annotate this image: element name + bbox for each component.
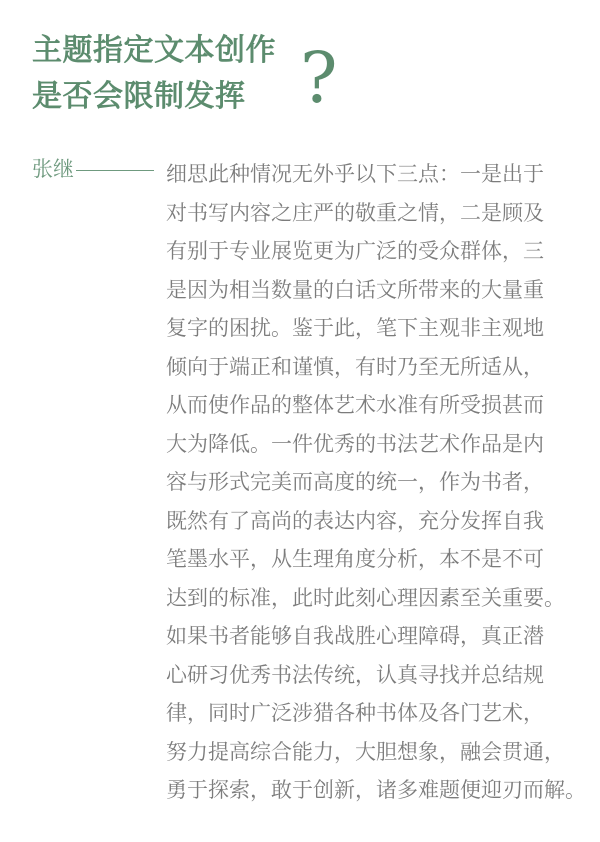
body-line: 达到的标准，此时此刻心理因素至关重要。 (166, 585, 565, 610)
question-mark-glyph: ? (300, 37, 338, 119)
body-line: 倾向于端正和谨慎，有时乃至无所适从， (166, 354, 544, 379)
author-name: 张继 (32, 157, 74, 181)
body-line: 容与形式完美而高度的统一，作为书者， (166, 470, 544, 494)
author-dash-divider (76, 170, 154, 171)
title-line-1: 主题指定文本创作 (32, 33, 276, 68)
body-line: 心研习优秀书法传统，认真寻找并总结规 (166, 662, 544, 687)
body-line: 勇于探索，敢于创新，诸多难题便迎刃而解。 (166, 778, 586, 802)
body-line: 有别于专业展览更为广泛的受众群体，三 (166, 239, 544, 263)
body-line: 对书写内容之庄严的敬重之情，二是顾及 (166, 200, 544, 225)
body-line: 复字的困扰。鉴于此，笔下主观非主观地 (166, 316, 544, 340)
author-byline (32, 152, 154, 186)
body-line: 努力提高综合能力，大胆想象，融会贯通， (166, 739, 565, 764)
body-line: 如果书者能够自我战胜心理障碍，真正潜 (166, 624, 544, 648)
body-line: 细思此种情况无外乎以下三点：一是出于 (166, 162, 544, 186)
body-line: 是因为相当数量的白话文所带来的大量重 (166, 277, 544, 302)
body-line: 笔墨水平，从生理角度分析，本不是不可 (166, 547, 544, 571)
article-title (32, 28, 312, 120)
body-paragraph (166, 155, 586, 810)
body-line: 既然有了高尚的表达内容，充分发挥自我 (166, 508, 544, 533)
body-line: 从而使作品的整体艺术水准有所受损甚而 (166, 393, 544, 417)
body-line: 大为降低。一件优秀的书法艺术作品是内 (166, 431, 544, 456)
body-line: 律，同时广泛涉猎各种书体及各门艺术， (166, 701, 544, 725)
title-line-2: 是否会限制发挥 (32, 79, 246, 114)
